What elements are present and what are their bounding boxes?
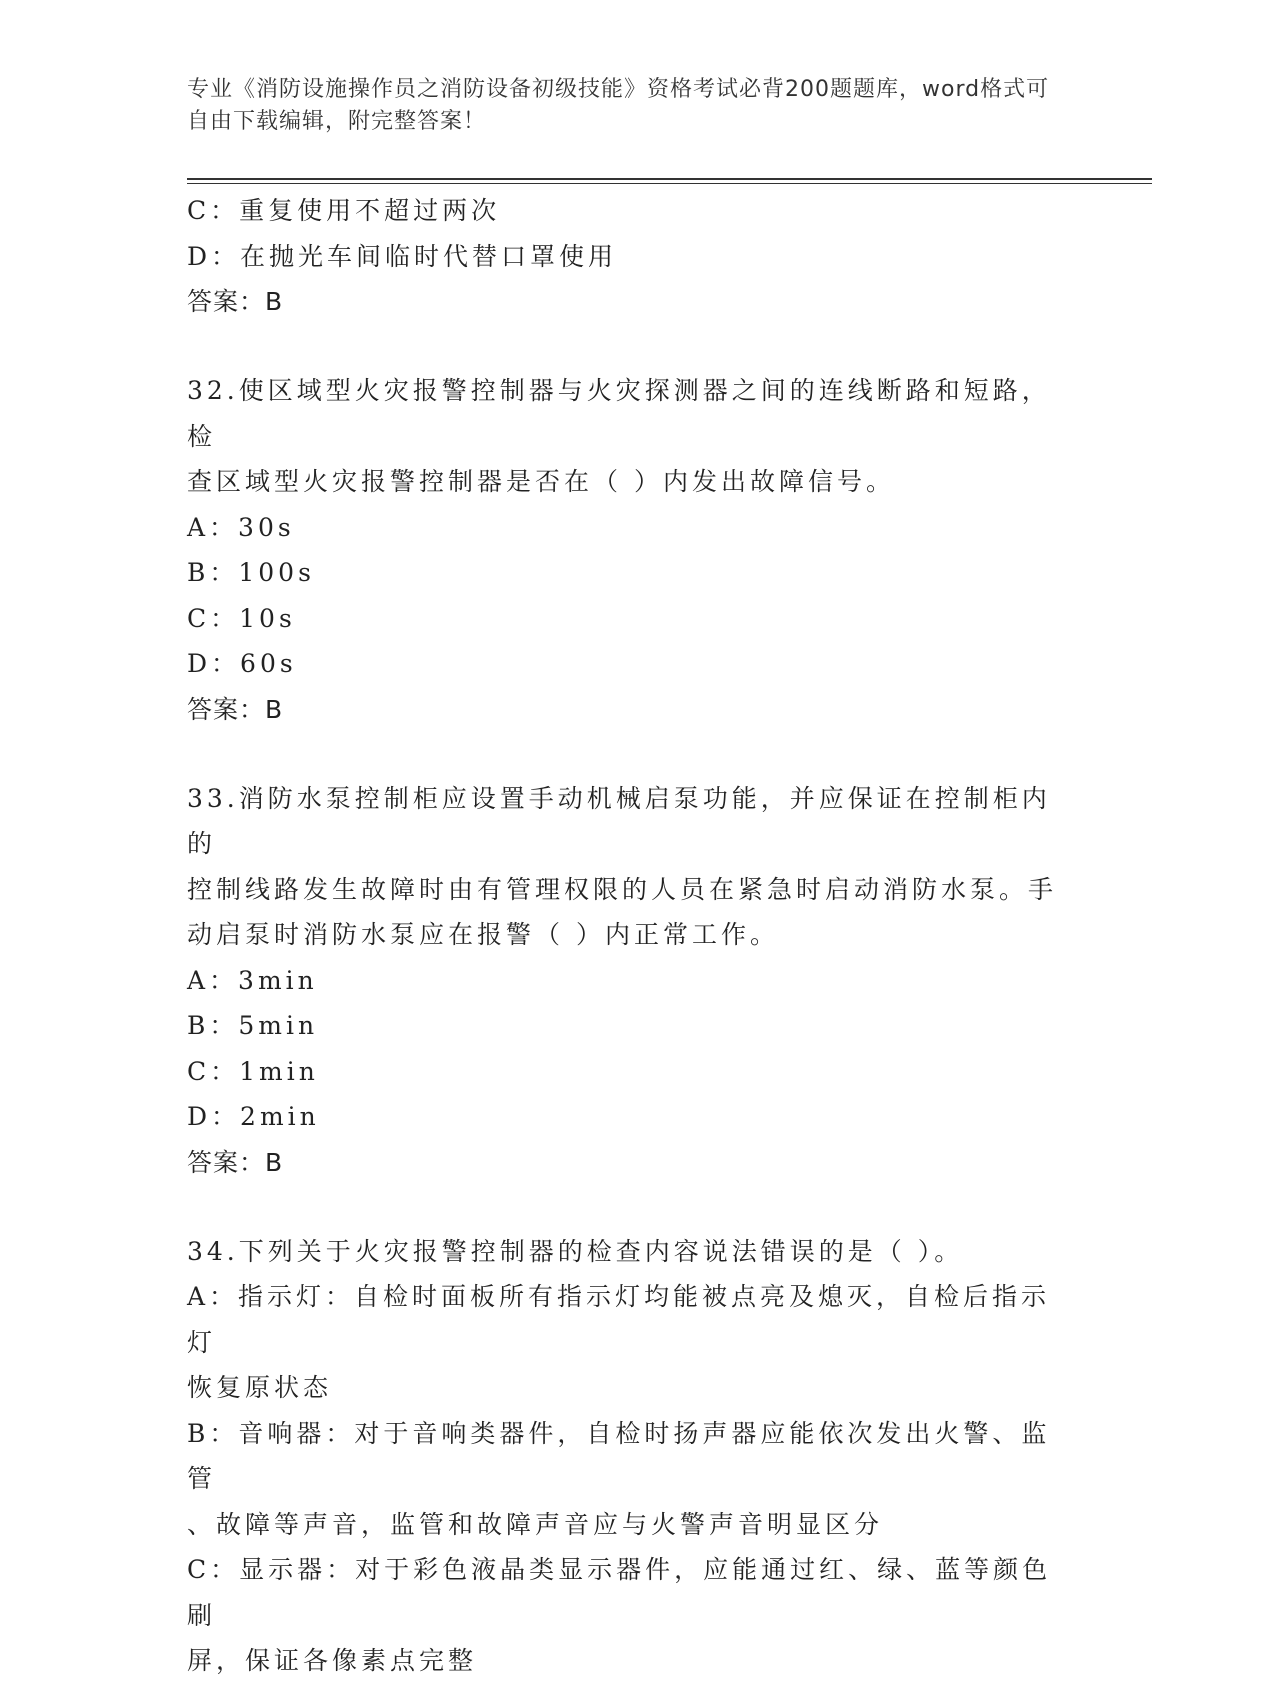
question-line: 动启泵时消防水泵应在报警（ ）内正常工作。 [187,920,779,949]
option-c: C：1min [187,1056,319,1086]
prev-question-block [187,188,1077,324]
spacer [187,324,1077,368]
option-c-continued: 屏，保证各像素点完整 [187,1646,478,1675]
option-d: D：60s [187,649,297,678]
document-header: 专业《消防设施操作员之消防设备初级技能》资格考试必背200题题库，word格式可自由下载编辑，附完整答案！ [187,77,1050,134]
option-d: D：2min [187,1102,320,1131]
question-line: 控制线路发生故障时由有管理权限的人员在紧急时启动消防水泵。手 [187,874,1058,904]
option-a-continued: 恢复原状态 [187,1373,333,1402]
question-content [187,188,1077,1684]
spacer [187,1185,1077,1229]
option-b: B：5min [187,1011,319,1040]
question-line: 32.使区域型火灾报警控制器与火灾探测器之间的连线断路和短路，检 [187,376,1051,451]
question-line: 33.消防水泵控制柜应设置手动机械启泵功能，并应保证在控制柜内的 [187,783,1051,858]
option-b: B：音响器：对于音响类器件，自检时扬声器应能依次发出火警、监管 [187,1418,1051,1493]
option-b: B：100s [187,558,315,587]
question-line: 查区域型火灾报警控制器是否在（ ）内发出故障信号。 [187,467,895,496]
header-divider-thick [187,178,1152,180]
answer-text: 答案：B [187,694,284,724]
question-34 [187,1229,1077,1684]
option-a: A：3min [187,965,318,995]
option-a: A：指示灯：自检时面板所有指示灯均能被点亮及熄灭，自检后指示灯 [187,1282,1051,1357]
question-32 [187,368,1077,732]
spacer [187,732,1077,776]
option-c: C：显示器：对于彩色液晶类显示器件，应能通过红、绿、蓝等颜色刷 [187,1555,1052,1630]
question-line: 34.下列关于火灾报警控制器的检查内容说法错误的是（ ）。 [187,1236,964,1266]
question-33 [187,776,1077,1185]
option-d: D：在抛光车间临时代替口罩使用 [187,241,618,271]
option-a: A：30s [187,512,295,542]
option-c: C：10s [187,603,296,633]
answer-text: 答案：B [187,1147,284,1177]
option-c: C：重复使用不超过两次 [187,196,501,225]
answer-text: 答案：B [187,287,284,316]
header-divider-thin [187,183,1152,184]
option-b-continued: 、故障等声音，监管和故障声音应与火警声音明显区分 [187,1509,884,1539]
